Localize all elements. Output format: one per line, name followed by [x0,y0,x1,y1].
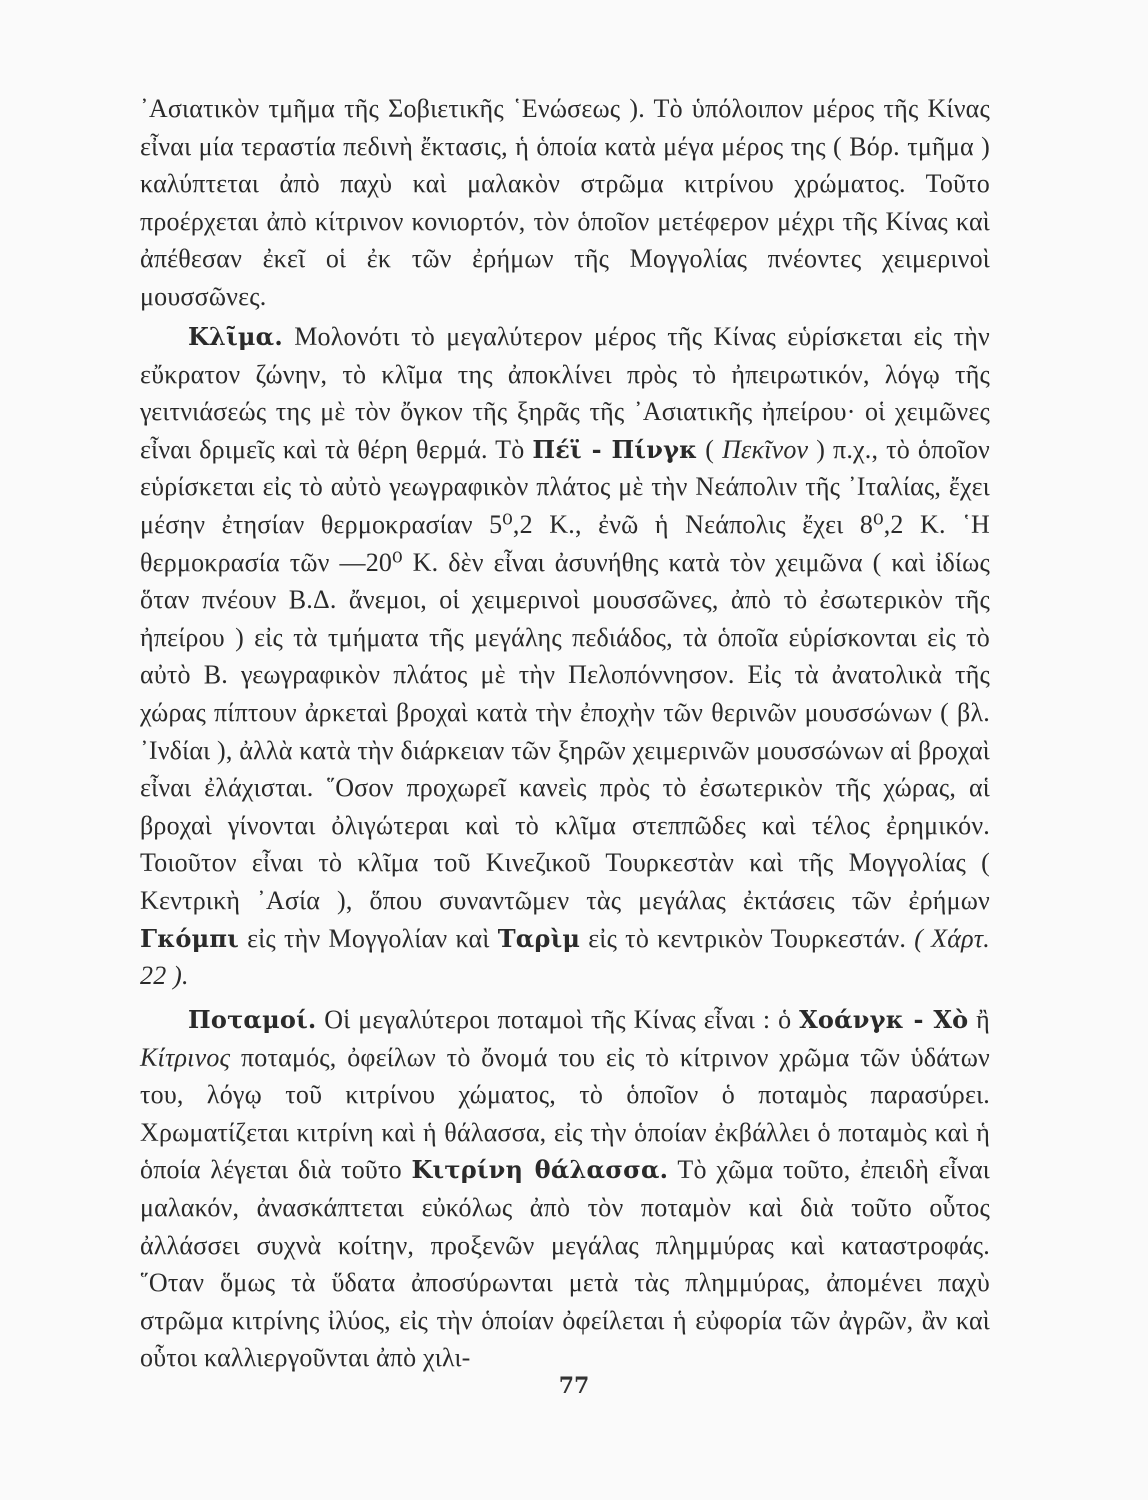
peiping-term: Πέϊ - Πίνγκ [532,434,698,464]
climate-heading: Κλῖμα. [188,322,283,351]
climate-text-4: εἰς τὴν Μογγολίαν καὶ [238,923,498,953]
yellow-river-term: Κίτρινος [140,1042,231,1072]
map-reference: ( Χάρτ. 22 ). [140,923,990,991]
paragraph-rivers [140,1001,990,1377]
climate-text-1: Μολονότι τὸ μεγαλύτερον μέρος τῆς Κίνας εὑρίσκεται εἰς τὴν εὔκρατον ζώνην, τὸ κλῖμα της ἀποκλίνει πρὸς τὸ ἠπειρωτικόν, λόγῳ τῆς γειτνιάσεώς της μὲ τὸν ὄγκον τῆς ξηρᾶς τῆς ᾿Ασιατικῆς ἠπείρου· οἱ χειμῶνες εἶναι δριμεῖς καὶ τὰ θέρη θερμά. Τὸ [140,322,990,464]
page-number: 77 [558,1373,590,1399]
rivers-text-4: Τὸ χῶμα τοῦτο, ἐπειδὴ εἶναι μαλακόν, ἀνασκάπτεται εὐκόλως ἀπὸ τὸν ποταμὸν καὶ διὰ τοῦτο οὗτος ἀλλάσσει συχνὰ κοίτην, προξενῶν μεγάλας πλημμύρας καὶ καταστροφάς. ῞Οταν ὅμως τὰ ὕδατα ἀποσύρωνται μετὰ τὰς πλημμύρας, ἀπομένει παχὺ στρῶμα κιτρίνης ἰλύος, εἰς τὴν ὁποίαν ὀφείλεται ἡ εὐφορία τῶν ἀγρῶν, ἂν καὶ οὗτοι καλλιεργοῦνται ἀπὸ χιλι- [140,1155,990,1373]
climate-text-3: ) π.χ., τὸ ὁποῖον εὑρίσκεται εἰς τὸ αὐτὸ γεωγραφικὸν πλάτος μὲ τὴν Νεάπολιν τῆς ᾿Ιταλίας, ἔχει μέσην ἐτησίαν θερμοκρασίαν 5⁰,2 Κ., ἐνῶ ἡ Νεάπολις ἔχει 8⁰,2 Κ. ῾Η θερμοκρασία τῶν —20⁰ Κ. δὲν εἶναι ἀσυνήθης κατὰ τὸν χειμῶνα ( καὶ ἰδίως ὅταν πνέουν Β.Δ. ἄνεμοι, οἱ χειμερινοὶ μουσσῶνες, ἀπὸ τὸ ἐσωτερικὸν τῆς ἠπείρου ) εἰς τὰ τμήματα τῆς μεγάλης πεδιάδος, τὰ ὁποῖα εὑρίσκονται εἰς τὸ αὐτὸ Β. γεωγραφικὸν πλάτος μὲ τὴν Πελοπόννησον. Εἰς τὰ ἀνατολικὰ τῆς χώρας πίπτουν ἀρκεταὶ βροχαὶ κατὰ τὴν ἐποχὴν τῶν θερινῶν μουσσώνων ( βλ. ᾿Ινδίαι ), ἀλλὰ κατὰ τὴν διάρκειαν τῶν ξηρῶν χειμερινῶν μουσσώνων αἱ βροχαὶ εἶναι ἐλάχισται. ῞Οσον προχωρεῖ κανεὶς πρὸς τὸ ἐσωτερικὸν τῆς χώρας, αἱ βροχαὶ γίνονται ὀλιγώτεραι καὶ τὸ κλῖμα στεππῶδες καὶ τέλος ἐρημικόν. Τοιοῦτον εἶναι τὸ κλῖμα τοῦ Κινεζικοῦ Τουρκεστὰν καὶ τῆς Μογγολίας ( Κεντρικὴ ᾿Ασία ), ὅπου συναντῶμεν τὰς μεγάλας ἐκτάσεις τῶν ἐρήμων [140,434,990,915]
rivers-text-2: ἢ [968,1005,990,1034]
rivers-heading: Ποταμοί. [188,1005,317,1034]
peking-term: Πεκῖνον [722,434,809,464]
tarim-term: Ταρὶμ [497,923,581,953]
huang-ho-term: Χοάνγκ - Χὸ [799,1005,969,1034]
paragraph-1-text: ᾿Ασιατικὸν τμῆμα τῆς Σοβιετικῆς ῾Ενώσεως ). Τὸ ὑπόλοιπον μέρος τῆς Κίνας εἶναι μία τεραστία πεδινὴ ἔκτασις, ἡ ὁποία κατὰ μέγα μέρος της ( Βόρ. τμῆμα ) καλύπτεται ἀπὸ παχὺ καὶ μαλακὸν στρῶμα κιτρίνου χρώματος. Τοῦτο προέρχεται ἀπὸ κίτρινον κονιορτόν, τὸν ὁποῖον μετέφερον μέχρι τῆς Κίνας καὶ ἀπέθεσαν ἐκεῖ οἱ ἐκ τῶν ἐρήμων τῆς Μογγολίας πνέοντες χειμερινοὶ μουσσῶνες. [140,94,990,311]
rivers-text-3: ποταμός, ὀφείλων τὸ ὄνομά του εἰς τὸ κίτρινον χρῶμα τῶν ὑδάτων του, λόγῳ τοῦ κιτρίνου χώματος, τὸ ὁποῖον ὁ ποταμὸς παρασύρει. Χρωματίζεται κιτρίνη καὶ ἡ θάλασσα, εἰς τὴν ὁποίαν ἐκβάλλει ὁ ποταμὸς καὶ ἡ ὁποία λέγεται διὰ τοῦτο [140,1042,990,1185]
rivers-text-1: Οἱ μεγαλύτεροι ποταμοὶ τῆς Κίνας εἶναι : ὁ [316,1005,800,1034]
climate-text-5: εἰς τὸ κεντρικὸν Τουρκεστάν. [580,923,915,953]
gobi-term: Γκόμπι [140,923,239,953]
yellow-sea-term: Κιτρίνη θάλασσα. [411,1155,669,1185]
climate-text-2: ( [697,434,723,464]
paragraph-1 [140,90,990,316]
paragraph-climate [140,318,990,995]
